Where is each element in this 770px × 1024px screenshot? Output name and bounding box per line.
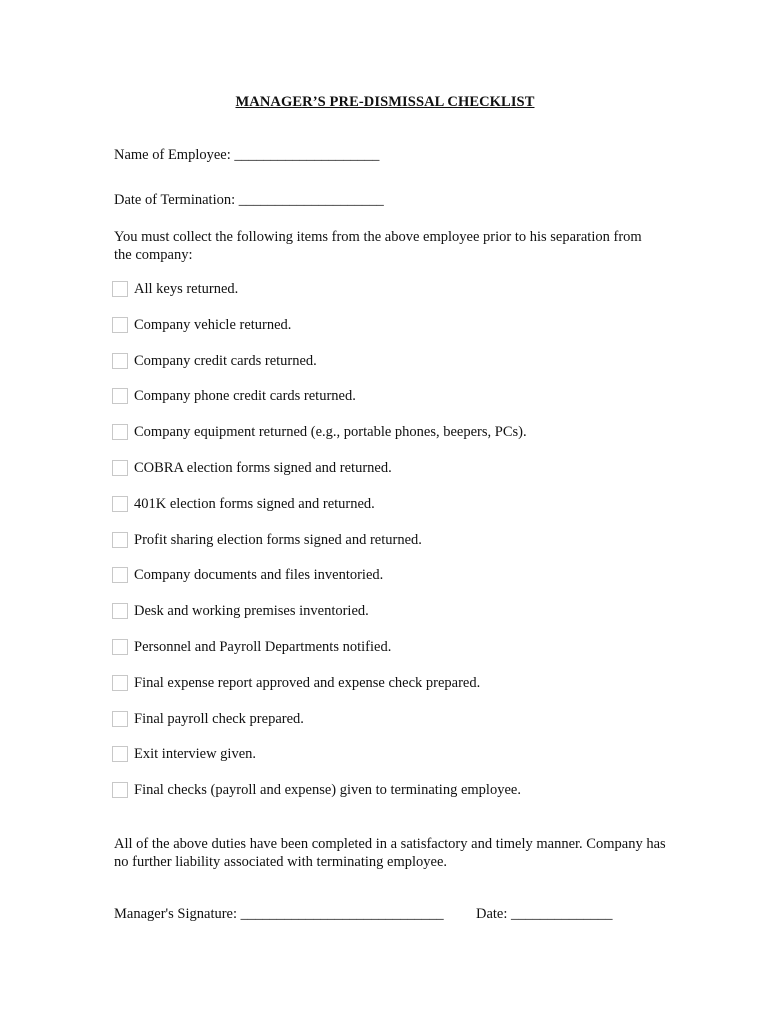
checkbox[interactable] xyxy=(112,567,128,583)
checklist-item xyxy=(112,675,527,711)
page-title: MANAGER’S PRE-DISMISSAL CHECKLIST xyxy=(235,94,535,110)
checkbox[interactable] xyxy=(112,532,128,548)
checklist-item-label: Desk and working premises inventoried. xyxy=(134,603,369,620)
checklist-item-label: Company equipment returned (e.g., portable phones, beepers, PCs). xyxy=(134,424,527,441)
signature-date-field[interactable]: Date: ______________ xyxy=(476,906,613,922)
checkbox[interactable] xyxy=(112,603,128,619)
checklist xyxy=(112,281,527,818)
checklist-item xyxy=(112,388,527,424)
checklist-item-label: Final checks (payroll and expense) given to terminating employee. xyxy=(134,782,521,799)
checklist-item-label: Company credit cards returned. xyxy=(134,352,317,369)
checklist-item xyxy=(112,281,527,317)
checkbox[interactable] xyxy=(112,782,128,798)
checklist-item-label: COBRA election forms signed and returned. xyxy=(134,459,392,476)
checkbox[interactable] xyxy=(112,675,128,691)
checklist-item-label: Profit sharing election forms signed and returned. xyxy=(134,531,422,548)
manager-signature-field[interactable]: Manager's Signature: ____________________________ xyxy=(114,906,444,922)
checklist-item-label: Personnel and Payroll Departments notified. xyxy=(134,638,392,655)
checklist-item-label: 401K election forms signed and returned. xyxy=(134,495,375,512)
checklist-item xyxy=(112,746,527,782)
checklist-item-label: Final expense report approved and expense check prepared. xyxy=(134,674,481,691)
checklist-item-label: Company documents and files inventoried. xyxy=(134,567,384,584)
checkbox[interactable] xyxy=(112,317,128,333)
checkbox[interactable] xyxy=(112,353,128,369)
checklist-item xyxy=(112,496,527,532)
checklist-item-label: All keys returned. xyxy=(134,281,239,297)
checklist-item xyxy=(112,317,527,353)
checklist-item xyxy=(112,460,527,496)
checklist-item xyxy=(112,567,527,603)
termination-date-field[interactable]: Date of Termination: ____________________ xyxy=(114,192,384,208)
checkbox[interactable] xyxy=(112,746,128,762)
checklist-item-label: Company vehicle returned. xyxy=(134,316,292,333)
checkbox[interactable] xyxy=(112,496,128,512)
checkbox[interactable] xyxy=(112,711,128,727)
checklist-item xyxy=(112,603,527,639)
checklist-item-label: Exit interview given. xyxy=(134,746,257,763)
checkbox[interactable] xyxy=(112,460,128,476)
checkbox[interactable] xyxy=(112,639,128,655)
checklist-item xyxy=(112,424,527,460)
closing-statement: All of the above duties have been completed in a satisfactory and timely manner. Company has no further liability associated with terminating employee. xyxy=(114,836,666,870)
employee-name-field[interactable]: Name of Employee: ____________________ xyxy=(114,147,380,163)
checklist-item-label: Company phone credit cards returned. xyxy=(134,388,356,405)
checklist-item xyxy=(112,782,527,818)
checklist-item-label: Final payroll check prepared. xyxy=(134,710,304,727)
checkbox[interactable] xyxy=(112,281,128,297)
checklist-item xyxy=(112,532,527,568)
checkbox[interactable] xyxy=(112,424,128,440)
checklist-item xyxy=(112,353,527,389)
checklist-item xyxy=(112,639,527,675)
checkbox[interactable] xyxy=(112,388,128,404)
intro-paragraph: You must collect the following items from the above employee prior to his separation from the company: xyxy=(114,229,642,263)
checklist-item xyxy=(112,711,527,747)
